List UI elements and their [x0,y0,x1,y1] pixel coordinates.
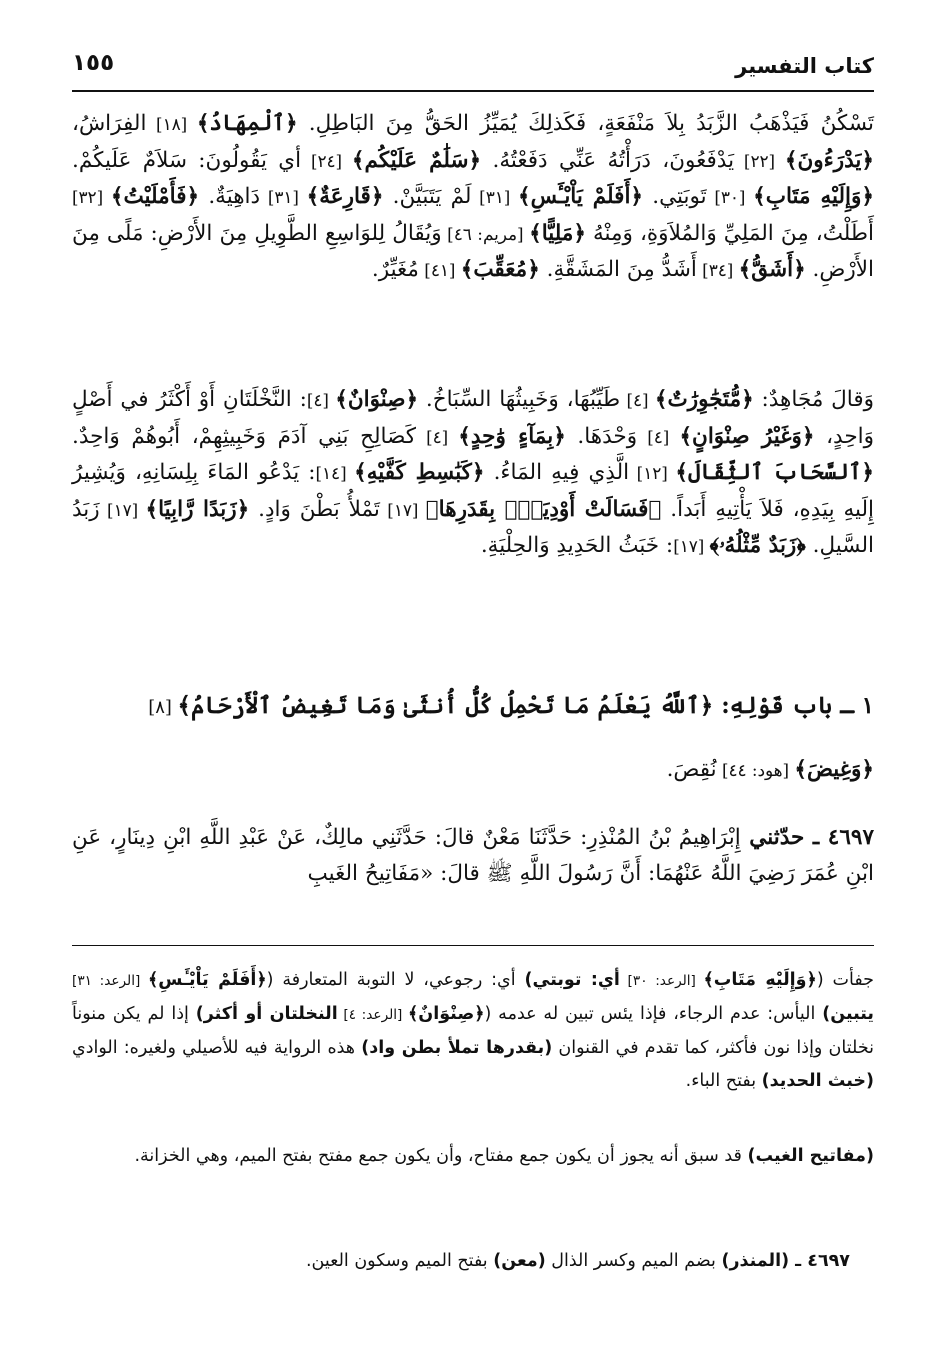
chapter-verse: ﴿ٱللَّهُ يَعْلَمُ مَا تَحْمِلُ كُلُّ أُنثَىٰ وَمَا تَغِيضُ ٱلْأَرْحَامُ﴾ [177,692,714,719]
verse-ref: [هود: ٤٤] [716,760,795,780]
text-run: : خَبَثُ الحَدِيدِ وَالحِلْيَةِ. [480,533,674,559]
verse-ref: [٤] [415,426,459,447]
quran-quote: ﴿ٱلسَّحَابَ ٱلثِّقَالَ﴾ [675,460,875,486]
quran-quote: ﴿أَفَلَمْ يَاْيْـَٔسِ﴾ [518,184,644,210]
verse-ref: [٨] [148,697,178,718]
verse-ref: [الرعد: ٣٠] [619,973,704,989]
quran-quote: ﴿مَلِيًّا﴾ [529,220,586,246]
quran-quote: ﴿زَبَدٌ مِّثْلُهُۥ﴾ [709,533,806,559]
text-run: : النَّخْلَتَانِ أَوْ أَكْثَرُ في أَصْلٍ وَاحِدٍ، [72,387,874,449]
hadith-paragraph [72,820,874,891]
text-run: الَّذِي فِيهِ المَاءُ. [484,460,630,486]
quran-quote: ﴿زَبَدًا رَّابِيًا﴾ [145,496,250,522]
verse-ref: [الرعد: ٤] [337,1007,409,1023]
text-run: الفِرَاشُ، [72,111,147,136]
page-number: ١٥٥ [72,50,115,76]
footnote-3 [72,1245,874,1278]
quran-quote: ﴿ٱلْمِهَادُ﴾ [196,111,298,136]
quran-quote: ﴿وَإِلَيْهِ مَتَابِ﴾ [753,184,874,210]
quran-quote: ﴿أَشَقُّ﴾ [738,257,806,283]
verse-ref: [٢٤] [301,150,352,171]
bold-term: (مفاتيح الغيب) [747,1146,874,1166]
page-header [72,44,874,92]
text-run: بفتح الميم وسكون العين. [305,1251,494,1271]
verse-ref: [١٨] [146,114,197,134]
text-run: هذه الرواية فيه للأصيلي ولغيره: الوادي [72,1038,362,1058]
verse-ref: [١٧] [99,499,146,520]
text-run: تَسْكُنُ فَيَذْهَبُ الزَّبَدُ بِلاَ مَنْفَعَةٍ، فَكَذلِكَ يُمَيِّزُ الحَقُّ مِنَ البَاطِلِ. [297,111,875,136]
bold-term: (معن) [493,1251,546,1271]
quran-quote: ﴿كَبَٰسِطِ كَفَّيْهِ﴾ [354,460,485,486]
verse-ref: [٤] [637,426,680,447]
verse-ref: [١٢] [629,463,676,484]
quran-quote: ﴿بِمَآءٍ وَٰحِدٍ﴾ [458,423,566,449]
text-run: نُقِصَ. [666,757,717,782]
text-run: لَمْ يَتَبَيَّنْ. [383,184,472,210]
text-run: وَحْدَهَا. [565,423,638,449]
quran-quote: ﴿صِنْوَانٌ﴾ [335,387,419,412]
text-run: أي: رجوعي، لا التوبة المتعارفة ( [266,970,525,990]
verse-ref: [٣٠] [706,187,754,208]
text-run: بفتح الباء. [685,1071,762,1091]
text-run: أي يَقُولُونَ: سَلاَمٌ عَلَيكُمْ. [72,147,302,173]
chapter-heading [72,688,874,726]
quran-quote: ﴿سَلَٰمٌ عَلَيْكُم﴾ [351,147,482,173]
quran-quote: ﴿أَفَلَمْ يَاْيْـَٔسِ﴾ [147,970,267,990]
quran-quote: ﴿يَدْرَءُونَ﴾ [784,147,875,173]
text-run: تَوبَتِي. [643,184,707,210]
bold-term: (خبث الحديد) [761,1071,874,1091]
quran-quote: ﴿مُعَقِّبَ﴾ [460,257,540,283]
quran-quote: ﴿وَإِلَيْهِ مَتَابِ﴾ [703,970,817,990]
text-run: بضم الميم وكسر الذال [545,1251,722,1271]
main-paragraph-1 [72,106,874,289]
text-run: إذا لم يكن منوناً نخلتان وإذا نون فأكثر، كما تقدم في القنوان [72,1004,874,1058]
verse-ref: [١٧] [673,536,710,557]
verse-ref: [٣١] [471,187,519,208]
text-run: قد سبق أنه يجوز أن يكون جمع مفتاح، وأن يكون جمع مفتح بفتح الميم، وهي الخزانة. [134,1146,748,1166]
verse-ref: [١٧] [379,499,426,520]
text-run: كَصَالِحِ بَنِي آدَمَ وَخَبِيثِهِمْ، أَبُوهُمْ وَاحِدٌ. [72,423,416,449]
verse-ref: [الرعد: ٣١] [72,973,148,989]
hadith-number: ٤٦٩٧ ـ حدّثني [740,825,874,850]
text-run: أَطَلْتُ، مِنَ المَلِيِّ وَالمُلاَوَةِ، وَمِنْهُ [585,220,875,246]
verse-ref: [٤١] [418,260,461,281]
footnote-divider [72,945,874,946]
running-title: كتاب التفسير [735,54,874,78]
bold-term: ٤٦٩٧ ـ (المنذر) [721,1251,850,1271]
quran-quote: ﴿قَارِعَةٌ﴾ [306,184,384,210]
quran-quote: ﴿فَسَالَتْ أَوْدِيَةٌۢ بِقَدَرِهَا﴾ [425,496,662,522]
text-run: وَقالَ مُجَاهِدٌ: [753,387,875,412]
text-run: جفأت ( [816,970,874,990]
text-run: : يَدْعُو المَاءَ بِلِسَانِهِ، وَيُشِيرُ إِلَيهِ بِيَدِهِ، فَلاَ يَأْتِيهِ أَبَداً. [72,460,874,522]
text-run: إِبْرَاهِيمُ بْنُ المُنْذِرِ: حَدَّثَنَا مَعْنٌ قالَ: حَدَّثَنِي مالِكٌ، عَنْ عَبْدِ اللَّهِ ابْنِ دِينَارٍ، عَنِ ابْنِ عُمَرَ رَضِيَ اللَّهُ عَنْهُمَا: أَنَّ رَسُولَ اللَّهِ ﷺ قالَ: «مَفَاتِيحُ الغَيبِ [72,825,874,886]
text-run: زَبَدُ السَّيلِ. [72,496,874,559]
text-run: وَيُقَالُ لِلوَاسِعِ الطَّوِيلِ مِنَ الأَرْضِ: مَلًى مِنَ الأَرْضِ. [72,220,874,283]
bold-term: يتبين) [822,1004,874,1024]
text-run: دَاهِيَةٌ. [199,184,261,210]
quran-quote: ﴿وَغِيضَ﴾ [794,757,874,782]
footnote-2 [72,1140,874,1173]
main-paragraph-3 [72,752,874,789]
bold-term: (بقدرها تملأ بطن واد) [361,1038,553,1058]
quran-quote: ﴿فَأَمْلَيْتُ﴾ [110,184,200,210]
verse-ref: [٤] [306,390,336,410]
text-run: اليأس: عدم الرجاء، فإذا يئس تبين له عدمه ( [484,1004,823,1024]
quran-quote: ﴿وَغَيْرُ صِنْوَانٍ﴾ [679,423,815,449]
verse-ref: [مريم: ٤٦] [441,223,530,244]
main-paragraph-2 [72,382,874,565]
text-run: أَشَدُّ مِنَ المَشَقَّةِ. [539,257,697,283]
verse-ref: [٣٢] [72,187,111,208]
quran-quote: ﴿صِنْوَانٌ﴾ [408,1004,485,1024]
bold-term: أي: توبتي) [524,970,620,990]
bold-term: النخلتان أو أكثر) [195,1004,338,1024]
verse-ref: [٤] [620,390,655,410]
text-run: مُغَيِّرٌ. [371,257,419,283]
verse-ref: [٣٤] [696,260,739,281]
text-run: طَيِّبُهَا، وَخَبِيثُهَا السِّبَاخُ. [418,387,621,412]
footnote-1 [72,964,874,1098]
text-run: يَدْفَعُونَ، دَرَأْتُهُ عَنِّي دَفَعْتُهُ. [481,147,735,173]
text-run: تَمْلأُ بَطْنَ وَادٍ. [249,496,380,522]
verse-ref: [٣١] [260,187,307,208]
chapter-number: ١ ـ باب قَوْلِهِ: [713,692,874,719]
verse-ref: [١٤] [315,463,355,484]
quran-quote: ﴿مُّتَجَٰوِرَٰتٌ﴾ [654,387,754,412]
verse-ref: [٢٢] [734,150,785,171]
